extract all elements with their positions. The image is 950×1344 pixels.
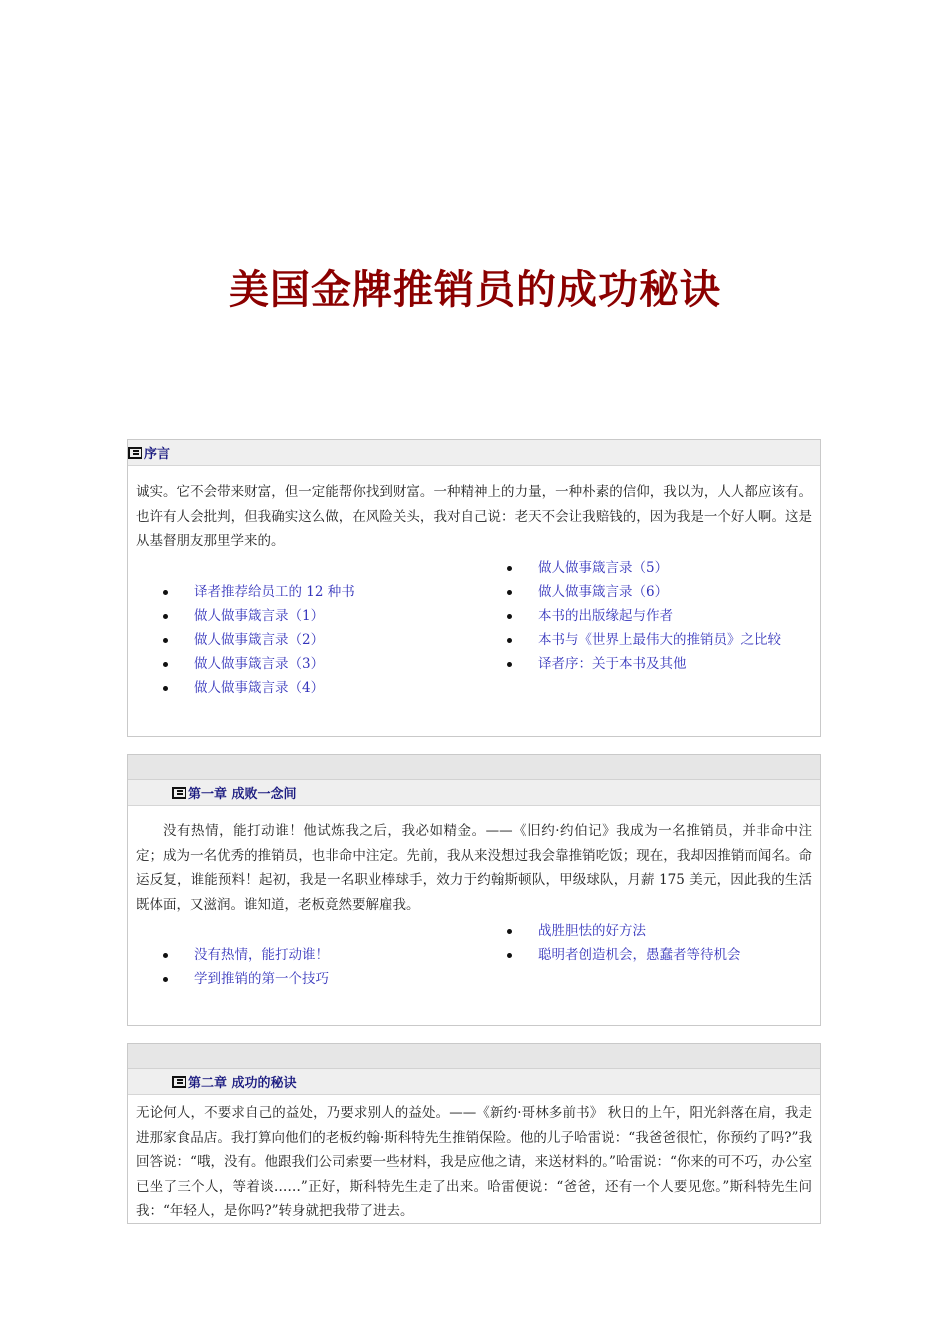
bullet-icon (507, 638, 512, 643)
chapter-link[interactable]: 聪明者创造机会，愚蠢者等待机会 (538, 947, 741, 963)
chapter-2-band (128, 1044, 820, 1069)
chapter-link[interactable]: 译者序：关于本书及其他 (538, 655, 687, 672)
document-title: 美国金牌推销员的成功秘诀 (229, 267, 721, 313)
bullet-icon (507, 953, 512, 958)
preface-header[interactable] (128, 440, 820, 466)
chapter-1-text: 没有热情，能打动谁！他试炼我之后，我必如精金。——《旧约·约伯记》我成为一名推销员，并非命中注定；成为一名优秀的推销员，也非命中注定。先前，我从来没想过我会靠推销吃饭；现在，我却因推销而闻名。命运反复，谁能预料！起初，我是一名职业棒球手，效力于约翰斯顿队，甲级球队，月薪 175 美元，因此我的生活既体面，又滋润。谁知道，老板竟然要解雇我。 (136, 823, 812, 913)
chapter-link[interactable]: 译者推荐给员工的 12 种书 (194, 583, 355, 600)
chapter-1-panel (127, 754, 821, 1026)
chapter-1-band (128, 755, 820, 780)
bullet-icon (507, 590, 512, 595)
chapter-link[interactable]: 做人做事箴言录（5） (538, 559, 669, 576)
preface-text: 诚实。它不会带来财富，但一定能帮你找到财富。一种精神上的力量，一种朴素的信仰，我以为，人人都应该有。也许有人会批判，但我确实这么做，在风险关头，我对自己说：老天不会让我赔钱的，因为我是一个好人啊。这是从基督朋友那里学来的。 (136, 484, 812, 549)
bullet-icon (163, 638, 168, 643)
bullet-icon (507, 929, 512, 934)
bullet-icon (163, 614, 168, 619)
bullet-icon (163, 977, 168, 982)
chapter-link[interactable]: 没有热情，能打动谁！ (194, 947, 329, 963)
book-icon (128, 447, 142, 459)
chapter-link[interactable]: 做人做事箴言录（1） (194, 607, 325, 624)
chapter-link[interactable]: 战胜胆怯的好方法 (538, 923, 646, 939)
bullet-icon (163, 953, 168, 958)
chapter-link[interactable]: 做人做事箴言录（3） (194, 655, 325, 672)
chapter-link[interactable]: 本书与《世界上最伟大的推销员》之比较 (538, 631, 781, 648)
book-icon (172, 787, 186, 799)
chapter-link[interactable]: 做人做事箴言录（6） (538, 583, 669, 600)
chapter-1-header[interactable] (128, 780, 820, 806)
chapter-1-heading[interactable]: 第一章 成败一念间 (188, 787, 297, 802)
bullet-icon (507, 662, 512, 667)
book-icon (172, 1076, 186, 1088)
chapter-link[interactable]: 做人做事箴言录（2） (194, 631, 325, 648)
chapter-link[interactable]: 本书的出版缘起与作者 (538, 607, 673, 624)
chapter-2-heading[interactable]: 第二章 成功的秘诀 (188, 1076, 297, 1091)
chapter-2-panel (127, 1043, 821, 1224)
bullet-icon (163, 686, 168, 691)
chapter-link[interactable]: 学到推销的第一个技巧 (194, 971, 329, 987)
preface-panel (127, 439, 821, 737)
bullet-icon (163, 662, 168, 667)
bullet-icon (163, 590, 168, 595)
bullet-icon (507, 566, 512, 571)
preface-heading[interactable]: 序言 (144, 447, 171, 462)
bullet-icon (507, 614, 512, 619)
chapter-2-header[interactable] (128, 1069, 820, 1095)
chapter-link[interactable]: 做人做事箴言录（4） (194, 679, 325, 696)
chapter-2-text: 无论何人，不要求自己的益处，乃要求别人的益处。——《新约·哥林多前书》 秋日的上午，阳光斜落在肩，我走进那家食品店。我打算向他们的老板约翰·斯科特先生推销保险。他的儿子哈雷说：“我爸爸很忙，你预约了吗?”我回答说：“哦，没有。他跟我们公司索要一些材料，我是应他之请，来送材料的。”哈雷说：“你来的可不巧，办公室已坐了三个人，等着谈……”正好，斯科特先生走了出来。哈雷便说：“爸爸，还有一个人要见您。”斯科特先生问我：“年轻人，是你吗?”转身就把我带了进去。 (136, 1105, 812, 1219)
